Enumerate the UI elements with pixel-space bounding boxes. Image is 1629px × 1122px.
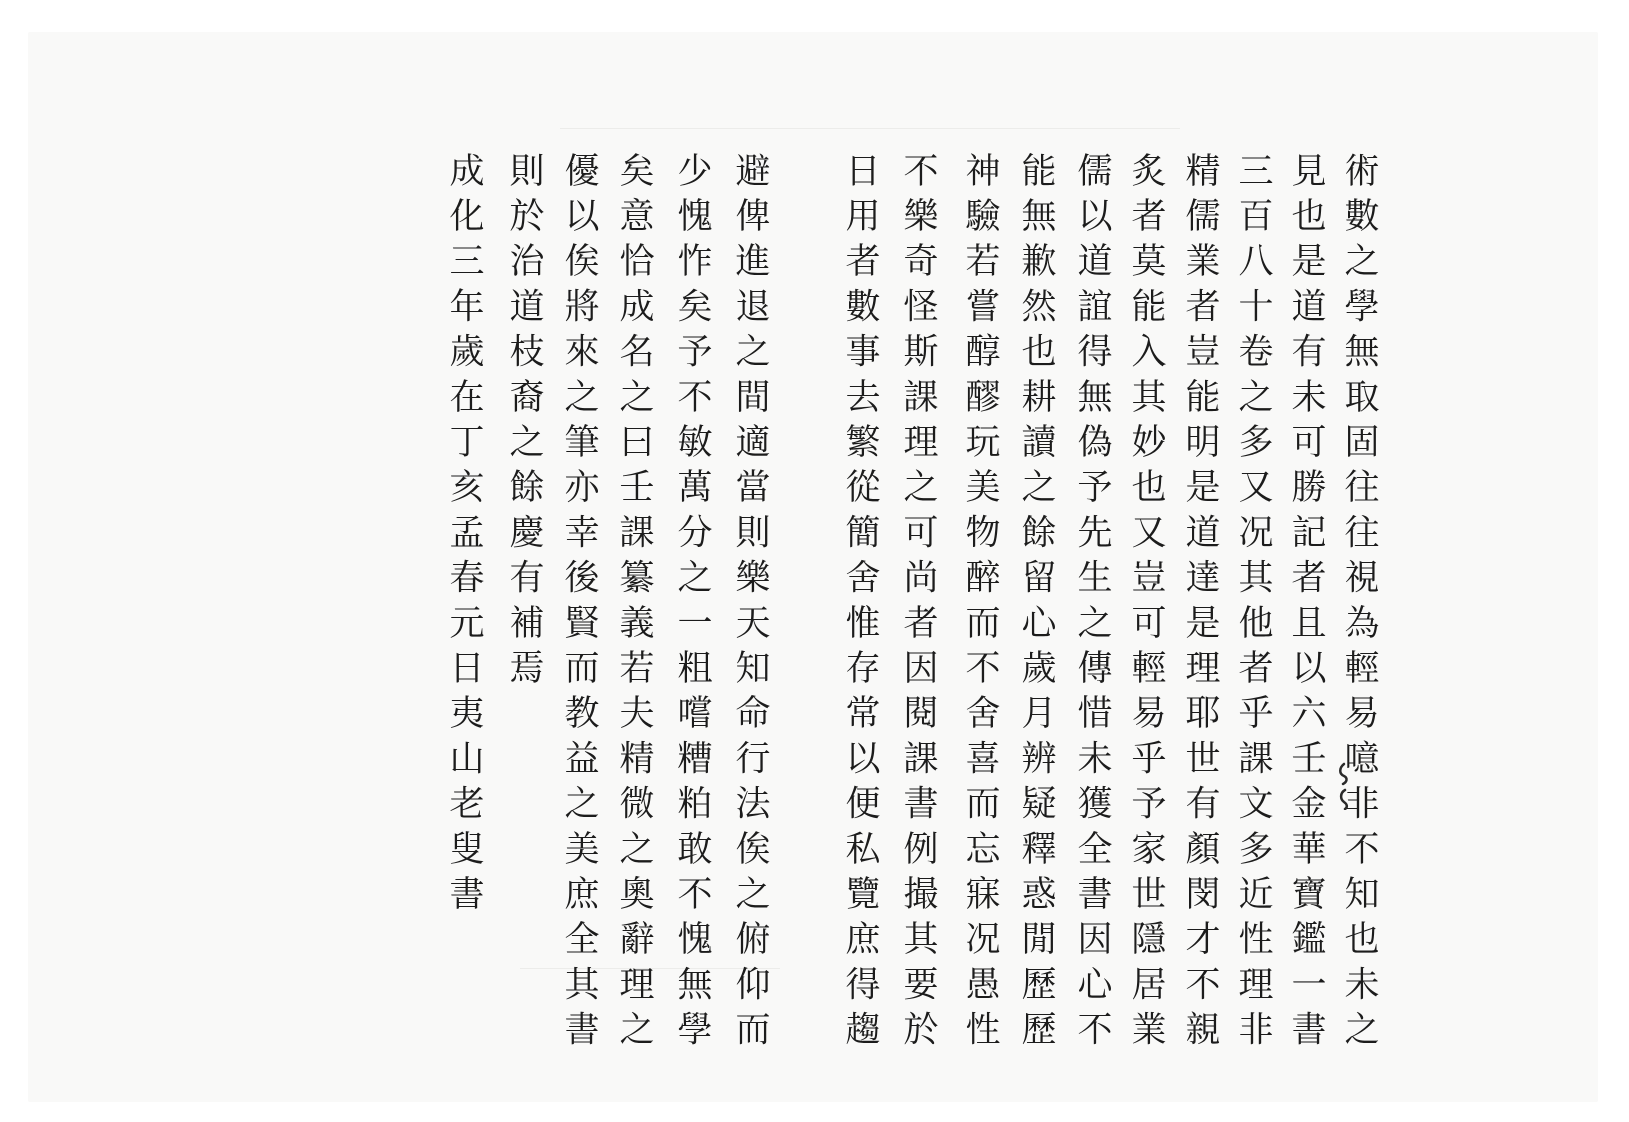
text-column-10: 日用者數事去繁從簡舍惟存常以便私覽庶得趨	[840, 152, 880, 1056]
text-column-5: 炙者莫能入其妙也又豈可輕易乎予家世隱居業	[1126, 152, 1166, 1056]
text-column-9: 不樂奇怪斯課理之可尚者因閱課書例撮其要於	[898, 152, 938, 1056]
text-column-14: 優以俟將來之筆亦幸後賢而教益之美庶全其書	[559, 152, 599, 1056]
colophon-column: 成化三年歲在丁亥孟春元日夷山老叟書	[444, 152, 484, 921]
text-column-2: 見也是道有未可勝記者且以六壬金華寶鑑一書	[1286, 152, 1326, 1056]
text-column-6: 儒以道誼得無偽予先生之傳惜未獲全書因心不	[1072, 152, 1112, 1056]
text-column-12: 少愧怍矣予不敏萬分之一粗嚐糟粕敢不愧無學	[672, 152, 712, 1056]
text-column-4: 精儒業者豈能明是道達是理耶世有顏閔才不親	[1180, 152, 1220, 1056]
text-column-8: 神驗若嘗醇醪玩美物醉而不舍喜而忘寐况愚性	[960, 152, 1000, 1056]
text-column-13: 矣意恰成名之曰壬課纂義若夫精微之奧辭理之	[614, 152, 654, 1056]
text-column-15: 則於治道枝裔之餘慶有補焉	[504, 152, 544, 695]
text-column-11: 避俾進退之間適當則樂天知命行法俟之俯仰而	[730, 152, 770, 1056]
text-column-1: 術數之學無取固往往視為輕易噫非不知也未之	[1339, 152, 1379, 1056]
annotation-mark-icon	[1336, 762, 1352, 810]
text-column-3: 三百八十卷之多又况其他者乎課文多近性理非	[1233, 152, 1273, 1056]
text-column-7: 能無歉然也耕讀之餘留心歲月辨疑釋惑閒歷歷	[1016, 152, 1056, 1056]
